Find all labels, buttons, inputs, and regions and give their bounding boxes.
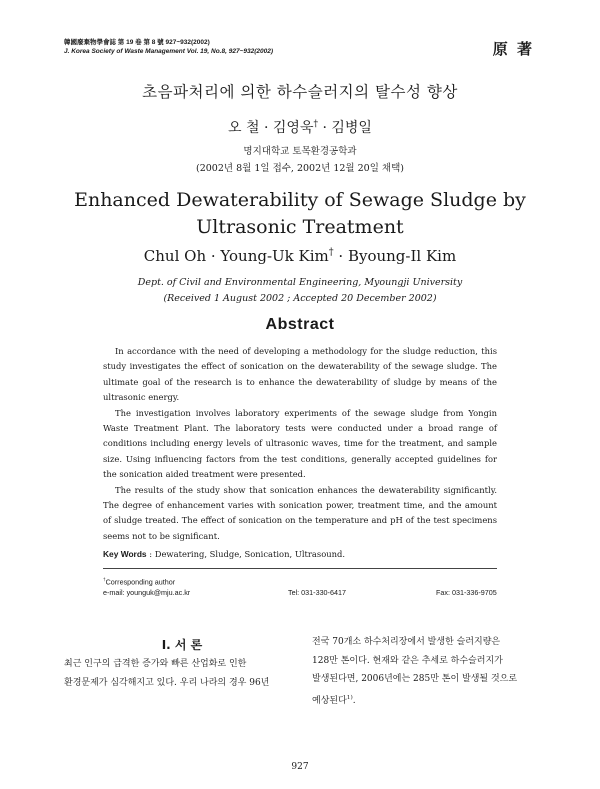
korean-authors-tail: · 김병일 [318,120,372,136]
body-right-column [312,633,548,710]
journal-info-korean: 韓國廢棄物學會誌 第 19 卷 第 8 號 927~932(2002) [64,39,210,46]
english-dates: (Received 1 August 2002 ; Accepted 20 December 2002) [163,293,437,304]
body-line: 최근 인구의 급격한 증가와 빠른 산업화로 인한 [64,659,247,669]
author-email: e-mail: younguk@mju.ac.kr [103,588,191,598]
body-line-last [312,689,548,711]
korean-title: 초음파처리에 의한 하수슬러지의 탈수성 향상 [142,83,458,101]
body-line-text: 예상된다 [312,695,347,706]
english-title-line1: Enhanced Dewaterability of Sewage Sludge by [74,189,526,211]
body-line: 전국 70개소 하수처리장에서 발생한 슬러지량은 [312,637,501,647]
english-title-line2: Ultrasonic Treatment [196,216,404,238]
korean-dates: (2002년 8월 1일 접수, 2002년 12월 20일 채택) [196,163,404,174]
korean-affiliation: 명지대학교 토목환경공학과 [243,146,357,157]
author-tel: Tel: 031-330-6417 [288,588,346,598]
author-fax: Fax: 031-336-9705 [436,588,497,598]
abstract-paragraph: In accordance with the need of developing a methodology for the sludge reduction, this study investigates the effect of sonication on the dewaterability of the sewage sludge. The ultimate goal of the research is to enhance the dewaterability of sludge by means of the ultrasonic energy. [103,346,497,403]
english-authors-tail: · Byoung-Il Kim [333,247,457,265]
reference-marker: 1) [346,694,353,701]
footnote-divider [103,568,497,569]
keywords [103,549,345,559]
body-line-end: . [352,695,356,706]
section-heading-introduction: Ⅰ. 서 론 [161,638,203,652]
english-affiliation [0,275,600,307]
dagger-mark: † [103,577,106,582]
keywords-separator: : [146,549,155,559]
korean-authors-main: 오 철 · 김영욱 [228,120,314,136]
abstract-heading: Abstract [265,316,335,333]
korean-authors [0,117,600,137]
english-title [0,187,600,241]
footnote-title-row [103,574,497,587]
keywords-label: Key Words [103,549,147,559]
abstract-paragraph: The results of the study show that sonication enhances the dewaterability significantly. The degree of enhancement varies with sonication power, treatment time, and the amount of sludge treated. The effect of sonication on the temperature and pH of the test specimens seems not to be significant. [103,484,497,541]
abstract-paragraph: The investigation involves laboratory experiments of the sewage sludge from Yongin Waste Treatment Plant. The laboratory tests were conducted under a broad range of conditions including energy levels of ultrasonic waves, time for the treatment, and sample size. Using influencing factors from the test conditions, generally accepted guidelines for the sonication aided treatment were presented. [103,407,497,480]
body-line: 발생된다면, 2006년에는 285만 톤이 발생될 것으로 [312,674,518,684]
page-number: 927 [291,762,309,772]
abstract-body [103,344,497,544]
article-type-label: 原 著 [492,40,534,58]
dagger-mark: † [313,119,319,130]
journal-info-english: J. Korea Society of Waste Management Vol. 19, No.8, 927~932(2002) [64,48,273,55]
english-authors [0,247,600,265]
body-line: 128만 톤이다. 현재와 같은 추세로 하수슬러지가 [312,655,503,666]
keywords-text: Dewatering, Sludge, Sonication, Ultrasound. [154,549,346,559]
dagger-mark: † [328,247,334,258]
body-left-column [64,655,300,692]
body-line: 환경문제가 심각해지고 있다. 우리 나라의 경우 96년 [64,677,270,688]
corresponding-author-footnote [103,574,497,598]
english-authors-main: Chul Oh · Young-Uk Kim [143,247,329,265]
footnote-contact-row [103,587,497,598]
english-department: Dept. of Civil and Environmental Engineering, Myoungji University [137,277,463,288]
footnote-title: Corresponding author [105,577,176,587]
